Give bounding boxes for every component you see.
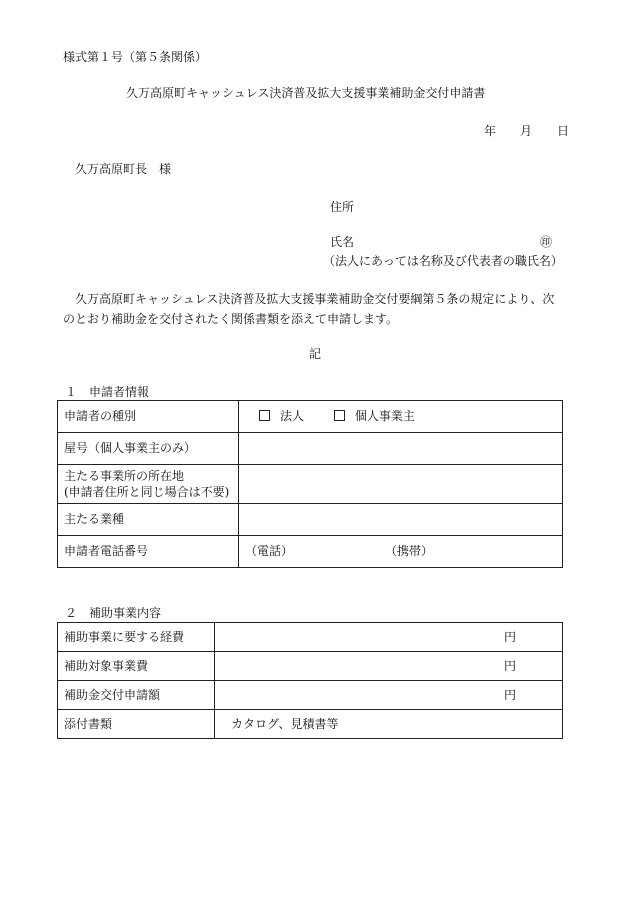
request-amount-field[interactable] — [215, 681, 563, 710]
attachments-value: カタログ、見積書等 — [215, 710, 563, 739]
option-corporation-label: 法人 — [280, 409, 305, 424]
target-cost-label: 補助対象事業費 — [58, 652, 215, 681]
checkbox-icon[interactable] — [259, 410, 270, 421]
yen-unit: 円 — [503, 629, 516, 644]
name-note: （法人にあっては名称及び代表者の職氏名） — [323, 254, 563, 268]
date-month: 月 — [520, 124, 533, 138]
location-field[interactable] — [239, 465, 563, 504]
ki-marker: 記 — [309, 347, 322, 361]
location-label-line2: (申請者住所と同じ場合は不要) — [64, 485, 230, 499]
yen-unit: 円 — [503, 658, 516, 673]
location-label-line1: 主たる事業所の所在地 — [64, 468, 185, 483]
addressee: 久万高原町長 様 — [75, 162, 172, 176]
checkbox-icon[interactable] — [334, 410, 345, 421]
applicant-info-table — [57, 400, 563, 568]
trade-name-label: 屋号（個人事業主のみ） — [58, 433, 239, 465]
type-options — [239, 401, 563, 433]
phone-mobile-label: （携帯） — [385, 544, 434, 559]
attachments-label: 添付書類 — [58, 710, 215, 739]
phone-label: 申請者電話番号 — [58, 536, 239, 568]
yen-unit: 円 — [503, 687, 516, 702]
trade-name-field[interactable] — [239, 433, 563, 465]
option-sole-proprietor[interactable] — [334, 408, 415, 424]
cost-field[interactable] — [215, 623, 563, 652]
cost-label: 補助事業に要する経費 — [58, 623, 215, 652]
location-label — [58, 465, 239, 504]
industry-label: 主たる業種 — [58, 504, 239, 536]
document-title: 久万高原町キャッシュレス決済普及拡大支援事業補助金交付申請書 — [126, 86, 486, 100]
date-year: 年 — [484, 124, 497, 138]
form-number: 様式第１号（第５条関係） — [63, 50, 208, 64]
option-sole-proprietor-label: 個人事業主 — [354, 409, 415, 424]
option-corporation[interactable] — [259, 408, 304, 424]
name-label: 氏名 — [330, 235, 355, 249]
table-row — [58, 652, 563, 681]
table-row — [58, 681, 563, 710]
request-amount-label: 補助金交付申請額 — [58, 681, 215, 710]
address-label: 住所 — [330, 200, 355, 214]
table-row — [58, 623, 563, 652]
seal-mark: ㊞ — [540, 235, 553, 249]
table-row — [58, 433, 563, 465]
table-row — [58, 504, 563, 536]
table-row — [58, 536, 563, 568]
phone-field[interactable] — [239, 536, 563, 568]
table-row — [58, 401, 563, 433]
date-day: 日 — [557, 124, 570, 138]
phone-tel-label: （電話） — [245, 544, 294, 559]
type-label: 申請者の種別 — [58, 401, 239, 433]
industry-field[interactable] — [239, 504, 563, 536]
body-line-2: のとおり補助金を交付されたく関係書類を添えて申請します。 — [63, 312, 399, 326]
section1-heading: １ 申請者情報 — [65, 385, 150, 399]
table-row — [58, 710, 563, 739]
section2-heading: ２ 補助事業内容 — [65, 606, 162, 620]
target-cost-field[interactable] — [215, 652, 563, 681]
table-row — [58, 465, 563, 504]
body-line-1: 久万高原町キャッシュレス決済普及拡大支援事業補助金交付要綱第５条の規定により、次 — [75, 292, 555, 306]
project-content-table — [57, 622, 563, 739]
